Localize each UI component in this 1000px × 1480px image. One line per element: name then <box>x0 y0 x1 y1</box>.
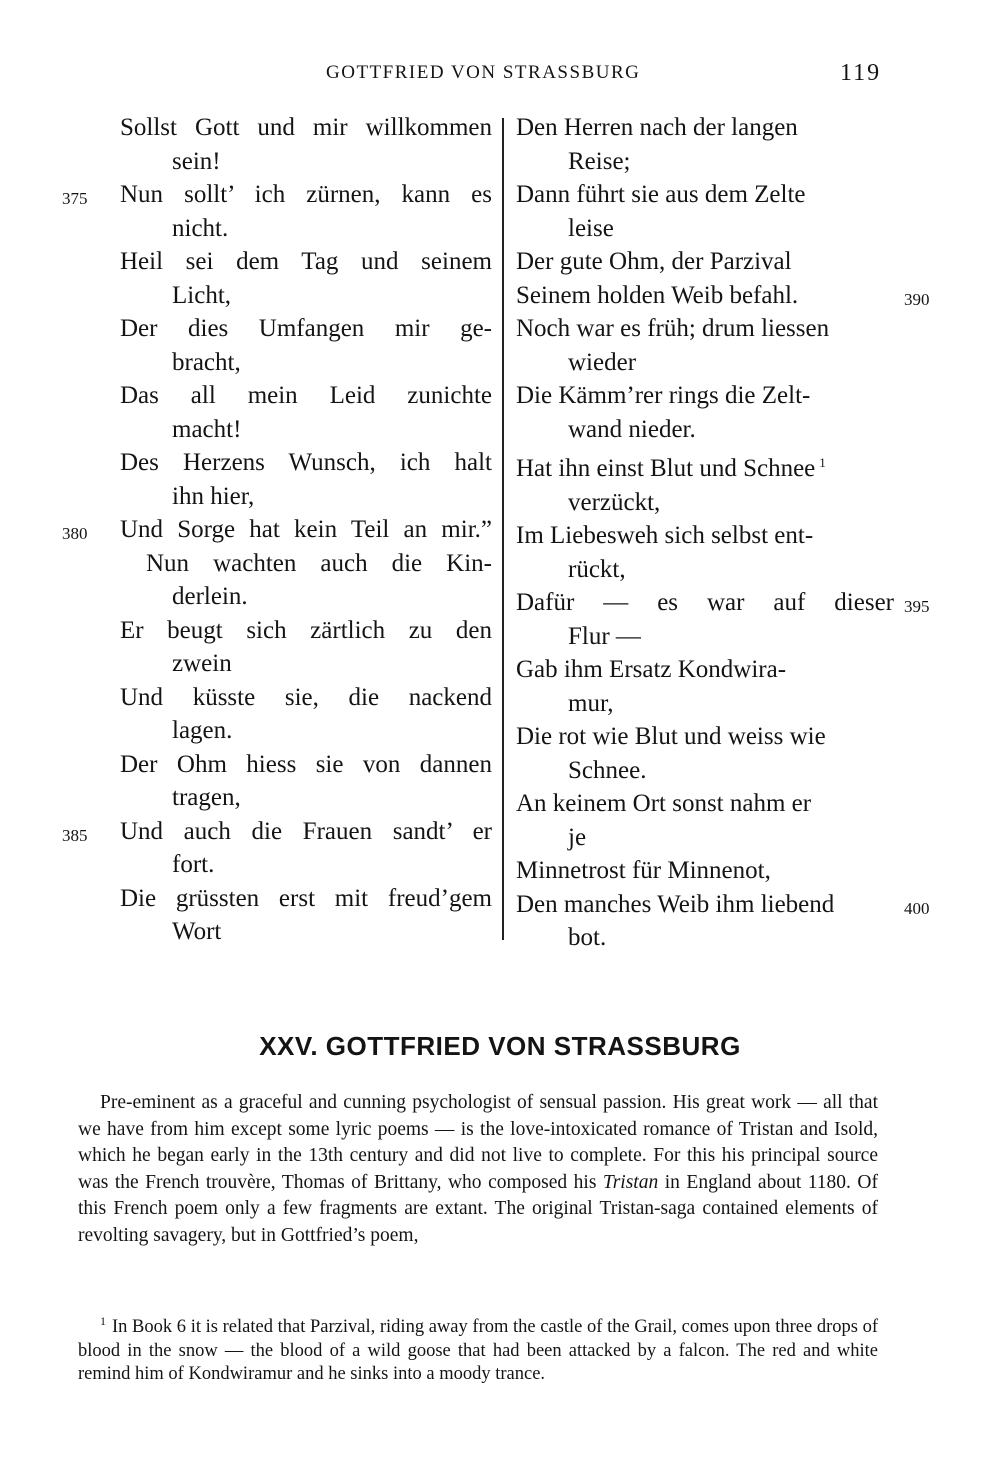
line-number: 390 <box>904 289 930 309</box>
line-number: 385 <box>62 825 88 845</box>
line-number: 380 <box>62 524 88 543</box>
verse-line <box>62 815 492 882</box>
verse-line-continuation: mur, <box>568 689 614 717</box>
verse-line <box>120 312 492 379</box>
verse-line-continuation: rückt, <box>568 555 626 583</box>
verse-line-text: Und auch die Frauen sandt’ er <box>120 817 492 845</box>
intro-work-title: Tristan <box>602 1171 659 1193</box>
verse-line-continuation: derlein. <box>172 583 248 610</box>
verse-line <box>516 519 894 586</box>
verse-line-text: Der Ohm hiess sie von dannen <box>120 750 492 778</box>
verse-line <box>516 854 894 888</box>
footnote-reference[interactable]: 1 <box>819 455 826 470</box>
verse-line <box>120 245 492 312</box>
verse-line-text: Nun sollt’ ich zürnen, kann es <box>120 181 492 208</box>
verse-line-continuation: verzückt, <box>568 488 661 516</box>
section-title: XXV. GOTTFRIED VON STRASSBURG <box>259 1031 741 1061</box>
verse-line-text: Die grüssten erst mit freud’gem <box>120 884 492 912</box>
footnote-marker: 1 <box>100 1314 106 1328</box>
verse-line-continuation: Reise; <box>568 147 631 175</box>
page-number: 119 <box>840 60 882 86</box>
verse-line <box>120 111 492 178</box>
verse-line-text: Noch war es früh; drum liessen <box>516 315 830 342</box>
verse-line-text: Den manches Weib ihm liebend <box>516 890 835 918</box>
footnote <box>78 1310 878 1387</box>
verse-line-text: Er beugt sich zärtlich zu den <box>120 616 492 644</box>
verse-line-continuation: zwein <box>172 650 232 677</box>
verse-line-text: Die Kämm’rer rings die Zelt- <box>516 382 811 409</box>
verse-line-text: Sollst Gott und mir willkommen <box>120 114 492 141</box>
line-number: 375 <box>62 189 88 208</box>
line-number: 400 <box>904 898 930 918</box>
verse-line <box>516 446 894 519</box>
verse-line-continuation: lagen. <box>172 717 233 744</box>
verse-line-continuation: macht! <box>172 415 242 443</box>
footnote-text: In Book 6 it is related that Parzival, riding away from the castle of the Grail, comes upon three drops of blood in the snow — the blood of a wild goose that had been attacked by a falcon. The red and white remind him of Kondwiramur and he sinks into a moody trance. <box>78 1317 878 1384</box>
verse-line-text: Im Liebesweh sich selbst ent- <box>516 522 814 549</box>
verse-line <box>120 681 492 748</box>
verse-line-continuation: wieder <box>568 348 637 376</box>
verse-column-right <box>516 111 930 955</box>
intro-paragraph <box>78 1090 878 1249</box>
verse-line <box>516 111 894 178</box>
verse-line-continuation: je <box>568 823 587 851</box>
verse-line-continuation: Schnee. <box>568 756 647 784</box>
verse-line <box>516 279 930 313</box>
verse-line <box>120 614 492 681</box>
verse-line-continuation: Wort <box>172 918 222 945</box>
verse-line-text: Der dies Umfangen mir ge- <box>120 315 492 342</box>
verse-line-continuation: nicht. <box>172 214 229 242</box>
verse-line <box>120 748 492 815</box>
verse-line <box>516 888 930 955</box>
verse-line <box>516 245 894 279</box>
column-divider <box>502 118 504 940</box>
verse-line-continuation: bot. <box>568 924 607 951</box>
verse-line-text: Die rot wie Blut und weiss wie <box>516 723 826 750</box>
verse-line-continuation: sein! <box>172 147 221 175</box>
verse-line-text: Das all mein Leid zunichte <box>120 382 492 409</box>
verse-line-text: Des Herzens Wunsch, ich halt <box>120 449 492 476</box>
verse-line <box>516 787 894 854</box>
verse-line <box>516 586 930 653</box>
verse-line <box>516 720 894 787</box>
verse-line-text: Seinem holden Weib befahl. <box>516 281 799 309</box>
running-title: GOTTFRIED VON STRASSBURG <box>326 62 641 83</box>
verse-line-continuation: wand nieder. <box>568 415 696 443</box>
verse-line-text: Und Sorge hat kein Teil an mir.” <box>120 516 492 543</box>
verse-line-text: Nun wachten auch die Kin- <box>146 549 492 577</box>
verse-line-continuation: leise <box>568 214 614 242</box>
verse-line-continuation: Licht, <box>172 281 232 309</box>
verse-line-text: Der gute Ohm, der Parzival <box>516 248 792 275</box>
verse-line <box>62 178 492 245</box>
verse-line-text: An keinem Ort sonst nahm er <box>516 790 812 817</box>
verse-line <box>120 379 492 446</box>
verse-line-continuation: Flur — <box>568 622 641 650</box>
verse-line-continuation: ihn hier, <box>172 482 255 510</box>
verse-line <box>516 178 894 245</box>
verse-column-left <box>62 111 492 949</box>
verse-line-text: Gab ihm Ersatz Kondwira- <box>516 656 787 683</box>
verse-line-continuation: bracht, <box>172 348 241 376</box>
verse-line-text: Dann führt sie aus dem Zelte <box>516 181 806 208</box>
intro-text-after-title: in England about 1180. Of this French poem only a few fragments are extant. The original Tristan-saga contained elements of revolting savagery, but in Gottfried’s poem, <box>78 1171 878 1246</box>
verse-line <box>516 653 894 720</box>
verse-line-continuation: fort. <box>172 851 215 878</box>
verse-line <box>120 547 492 614</box>
page-header <box>0 62 1000 92</box>
line-number: 395 <box>904 597 930 616</box>
verse-line-text: Hat ihn einst Blut und Schnee $^1$ <box>516 455 826 482</box>
verse-line <box>62 513 492 547</box>
verse-line-text: Dafür — es war auf dieser <box>516 589 894 616</box>
verse-line-text: Und küsste sie, die nackend <box>120 683 492 711</box>
verse-line <box>120 446 492 513</box>
verse-line <box>516 312 894 379</box>
intro-text-before-title: Pre-eminent as a graceful and cunning psychologist of sensual passion. His great work — all that we have from him except some lyric poems — is the love-intoxicated romance of Tristan and Isold, which he began early in the 13th century and did not live to complete. For this his principal source was the French trouvère, Thomas of Brittany, who composed his <box>78 1092 878 1193</box>
verse-line-text: Den Herren nach der langen <box>516 114 798 141</box>
verse-line-text: Heil sei dem Tag und seinem <box>120 248 492 275</box>
verse-line-continuation: tragen, <box>172 784 241 811</box>
verse-line <box>120 882 492 949</box>
verse-line-text: Minnetrost für Minnenot, <box>516 857 771 884</box>
verse-line <box>516 379 894 446</box>
